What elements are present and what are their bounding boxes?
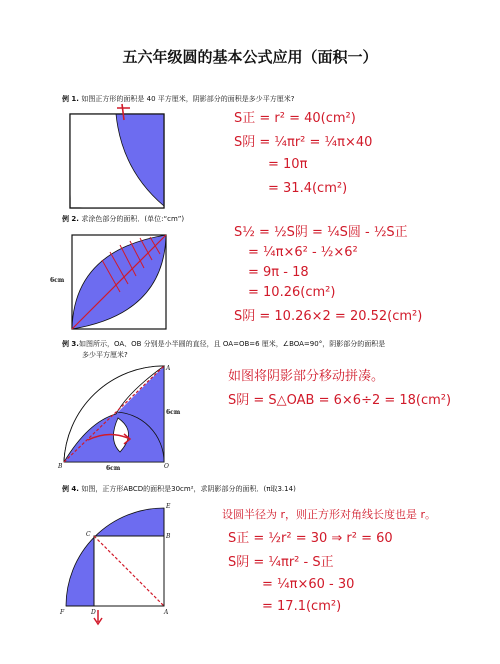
point-label-c: C bbox=[86, 531, 91, 538]
example-1-figure bbox=[68, 104, 168, 210]
solution-line: = ¼π×6² - ½×6² bbox=[248, 245, 358, 260]
solution-line: S阴 = S△OAB = 6×6÷2 = 18(cm²) bbox=[228, 393, 452, 408]
solution-line: = 17.1(cm²) bbox=[262, 599, 342, 614]
example-4-solution bbox=[222, 500, 498, 620]
solution-line: S½ = ½S阴 = ¼S圆 - ½S正 bbox=[234, 225, 408, 240]
point-label-e: E bbox=[166, 503, 171, 510]
example-2-solution bbox=[228, 216, 498, 328]
example-text: 如图正方形的面积是 40 平方厘米，阴影部分的面积是多少平方厘米? bbox=[81, 95, 295, 103]
example-1-solution bbox=[228, 100, 488, 210]
example-3-prompt bbox=[62, 339, 385, 361]
solution-line: = 10.26(cm²) bbox=[248, 285, 336, 300]
example-text: 求涂色部分的面积．(单位:“cm”) bbox=[81, 215, 185, 223]
point-label-a: A bbox=[166, 365, 171, 372]
side-label: 6cm bbox=[50, 277, 65, 284]
point-label-d: D bbox=[91, 609, 96, 616]
point-label-b: B bbox=[166, 533, 171, 540]
solution-line: = 9π - 18 bbox=[248, 265, 309, 280]
solution-line: S阴 = ¼πr² - S正 bbox=[228, 555, 334, 570]
solution-line: = ¼π×60 - 30 bbox=[262, 577, 355, 592]
solution-line: 设圆半径为 r，则正方形对角线长度也是 r。 bbox=[222, 508, 437, 521]
example-2-figure bbox=[50, 230, 180, 330]
solution-line: S阴 = ¼πr² = ¼π×40 bbox=[234, 135, 373, 150]
solution-line: = 10π bbox=[268, 157, 308, 172]
example-3-solution bbox=[228, 362, 498, 412]
example-label: 例 1. bbox=[62, 95, 79, 103]
solution-line: S阴 = 10.26×2 = 20.52(cm²) bbox=[234, 309, 423, 324]
solution-line: 如图将阴影部分移动拼凑。 bbox=[228, 369, 385, 384]
dim-label: 6cm bbox=[106, 465, 121, 472]
solution-line: S正 = r² = 40(cm²) bbox=[234, 111, 356, 126]
example-text: 如图所示，OA、OB 分别是小半圆的直径，且 OA=OB=6 厘米，∠BOA=90°，阴影部分的面积是 bbox=[78, 340, 386, 348]
dim-label: 6cm bbox=[166, 409, 181, 416]
point-label-f: F bbox=[60, 609, 65, 616]
example-2-prompt bbox=[62, 214, 184, 225]
point-label-o: O bbox=[164, 463, 169, 470]
example-4-figure bbox=[58, 500, 198, 630]
solution-line: S正 = ½r² = 30 ⇒ r² = 60 bbox=[228, 531, 393, 546]
point-label-b: B bbox=[58, 463, 63, 470]
page-title: 五六年级圆的基本公式应用（面积一） bbox=[122, 48, 378, 66]
example-label: 例 4. bbox=[62, 485, 79, 493]
solution-line: = 31.4(cm²) bbox=[268, 181, 348, 196]
example-label: 例 3. bbox=[62, 340, 79, 348]
example-label: 例 2. bbox=[62, 215, 79, 223]
example-text: 如图，正方形ABCD的面积是30cm²，求阴影部分的面积．(π取3.14) bbox=[81, 485, 296, 493]
example-3-figure bbox=[58, 362, 188, 472]
point-label-a: A bbox=[164, 609, 169, 616]
example-4-prompt bbox=[62, 484, 296, 495]
example-text-cont: 多少平方厘米? bbox=[82, 351, 128, 359]
